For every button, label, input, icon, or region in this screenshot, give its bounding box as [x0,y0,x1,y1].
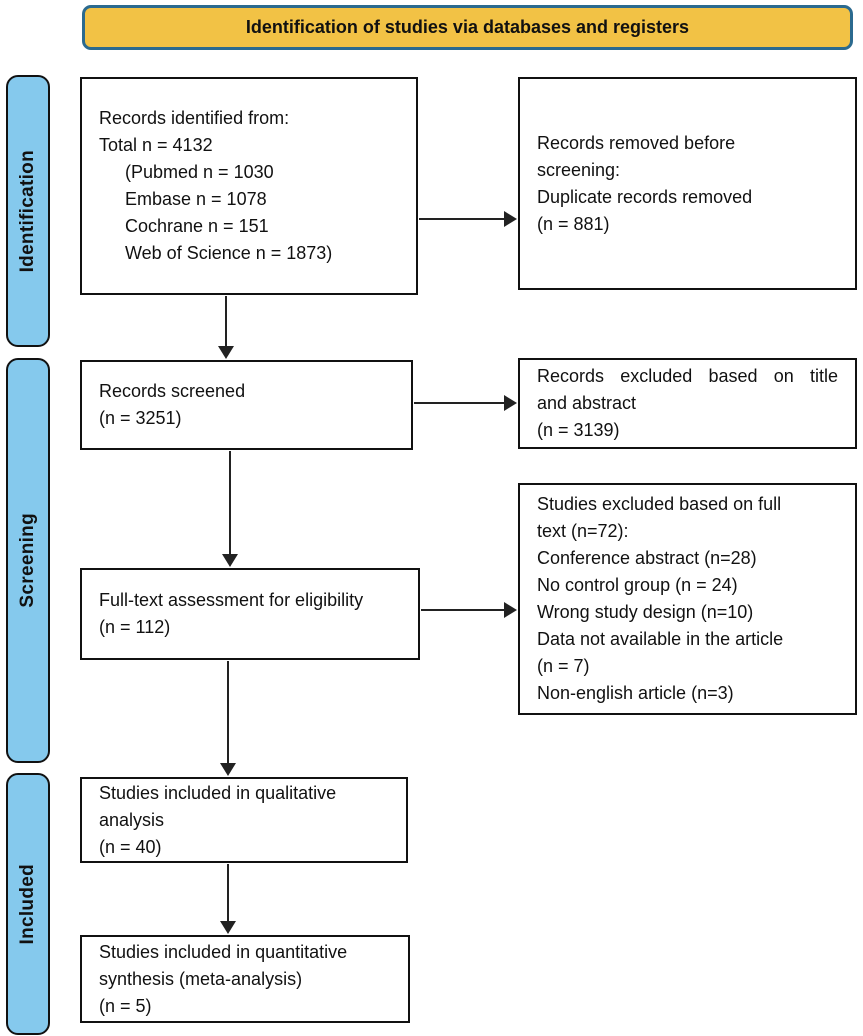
box-quantitative-synthesis [80,935,410,1023]
box-text-line: Data not available in the article [537,629,784,649]
box-text-line: Studies excluded based on full [537,494,782,514]
box-text-line: Cochrane n = 151 [125,216,269,236]
box-text-line: Web of Science n = 1873) [125,243,333,263]
box-text-line: Embase n = 1078 [125,189,267,209]
box-text-line: and abstract [537,393,637,413]
box-text-line: Duplicate records removed [537,186,753,207]
stage-label-identification: Identification [17,149,38,273]
box-text-line: (n = 3251) [99,408,182,428]
box-text-line: screening: [537,159,621,180]
arrow-down-fulltext-to-qualitative [227,661,229,764]
box-text-line: (n = 5) [99,995,152,1016]
arrow-down-screened-to-fulltext [229,451,231,555]
box-text-line: (Pubmed n = 1030 [125,162,274,182]
stage-band-screening [6,358,50,763]
stage-label-included: Included [17,863,38,945]
box-text-line: (n = 112) [99,617,171,637]
stage-band-included [6,773,50,1035]
arrow-right-fulltext-to-excluded [421,609,505,611]
box-records-screened [80,360,413,450]
box-text-line: (n = 40) [99,836,162,857]
arrow-right-identified-to-removed [419,218,505,220]
box-studies-excluded [518,483,857,715]
box-text-line: Studies included in qualitative [99,782,337,803]
arrow-down-qualitative-to-quantitative [227,864,229,922]
box-text-line: (n = 7) [537,656,590,676]
box-text-line: Records excluded based on title [537,366,838,386]
box-text-line: text (n=72): [537,521,629,541]
box-text-line: Records identified from: [99,108,290,128]
diagram-title-banner [82,5,853,50]
stage-band-identification [6,75,50,347]
stage-label-screening: Screening [17,513,38,608]
box-text-line: Non-english article (n=3) [537,683,734,703]
box-records-excluded [518,358,857,449]
box-text-line: Records removed before [537,132,736,153]
box-fulltext-assessment [80,568,420,660]
box-qualitative-analysis [80,777,408,863]
box-text-line: (n = 3139) [537,420,620,440]
box-text-line: Full-text assessment for eligibility [99,590,364,610]
box-records-removed [518,77,857,290]
box-text-line: No control group (n = 24) [537,575,738,595]
box-text-line: analysis [99,809,165,830]
box-text-line: Records screened [99,381,246,401]
diagram-title: Identification of studies via databases and registers [245,17,690,37]
box-text-line: Wrong study design (n=10) [537,602,754,622]
box-text-line: synthesis (meta-analysis) [99,968,303,989]
box-text-line: Studies included in quantitative [99,941,348,962]
arrow-down-identified-to-screened [225,296,227,347]
box-text-line: (n = 881) [537,213,610,234]
arrow-right-screened-to-excluded [414,402,505,404]
box-text-line: Total n = 4132 [99,135,213,155]
box-text-line: Conference abstract (n=28) [537,548,757,568]
box-records-identified [80,77,418,295]
